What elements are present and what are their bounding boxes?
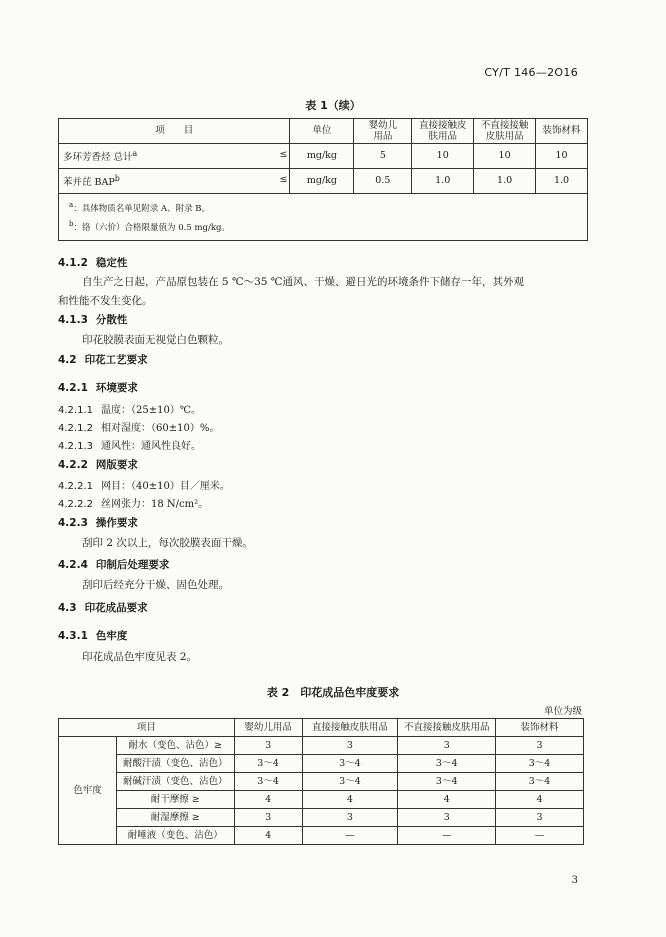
section-4-1-2-text-1: 自生产之日起，产品原包装在 5 ℃～35 ℃通风、干燥、避日光的环境条件下储存一年，其外观 [82,276,525,288]
table2-cell: 3 [496,737,584,755]
table1-header-decor: 装饰材料 [536,119,588,144]
section-4-2-heading: 4.2 印花工艺要求 [58,354,148,366]
table2-cell: 3 [302,809,398,827]
table2-cell-item: 耐干摩擦 ≥ [116,791,234,809]
table1-footnotes [59,194,588,241]
table1-cell-item: 多环芳香烃 总计$^a$ ≤ [59,144,290,169]
table1-cell-unit: mg/kg [290,144,354,169]
table1-cell: 10 [412,144,474,169]
section-4-2-3-text: 刮印 2 次以上，每次胶膜表面干燥。 [82,537,253,549]
table1-header-item: 项 目 [59,119,290,144]
section-4-2-1-heading: 4.2.1 环境要求 [58,382,138,394]
table2-group-label: 色牢度 [59,737,117,845]
section-4-1-3-heading: 4.1.3 分散性 [58,314,128,326]
table2-cell-item: 耐碱汗渍（变色、沾色） [116,773,234,791]
table1-cell: 10 [536,144,588,169]
table2-cell: 3～4 [496,755,584,773]
table2-cell-item: 耐唾液（变色、沾色） [116,827,234,845]
table1-cell: 0.5 [354,169,412,194]
table2-cell: 3～4 [398,755,496,773]
table2-cell: 3～4 [234,755,302,773]
table1-cell: 10 [474,144,536,169]
table2-header-infant: 婴幼儿用品 [234,719,302,737]
section-4-2-2-2: 4.2.2.2 丝网张力：18 N/cm²。 [58,499,209,510]
table1-cell: 1.0 [474,169,536,194]
section-4-2-1-2: 4.2.1.2 相对湿度：（60±10）%。 [58,423,220,434]
section-4-2-2-1: 4.2.2.1 网目：（40±10）目／厘米。 [58,481,230,492]
table2-unit-note: 单位为级 [543,706,582,717]
section-4-1-2-text-2: 和性能不发生变化。 [58,295,153,307]
table2-cell: 4 [234,791,302,809]
table2-header-indirect: 不直接接触皮肤用品 [398,719,496,737]
table2-cell: 3～4 [496,773,584,791]
table1-header-direct: 直接接触皮 肤用品 [412,119,474,144]
section-4-2-4-text: 刮印后经充分干燥、固色处理。 [82,579,229,591]
table2-cell: 4 [302,791,398,809]
table1-footnote-b: $^b$：铬（六价）合格限量值为 0.5 mg/kg。 [69,218,230,233]
table-row [59,773,584,791]
table2-cell: — [398,827,496,845]
table-row [59,169,588,194]
section-4-2-4-heading: 4.2.4 印制后处理要求 [58,559,170,571]
table2-cell: 3～4 [398,773,496,791]
table1-cell: 1.0 [536,169,588,194]
table1-footnote-cell [59,194,588,241]
table2-header-row [59,719,584,737]
table-row [59,144,588,169]
table2-cell: 3 [398,809,496,827]
table2-cell: 4 [398,791,496,809]
table1-cell: 5 [354,144,412,169]
section-4-2-1-1: 4.2.1.1 温度：（25±10）℃。 [58,405,202,416]
table2-cell-item: 耐酸汗渍（变色、沾色） [116,755,234,773]
table2-cell: 3～4 [234,773,302,791]
table1-caption: 表 1（续） [305,99,361,112]
table2-cell: 4 [496,791,584,809]
table2-cell: 4 [234,827,302,845]
table2-header-item: 项目 [59,719,235,737]
table1-header-unit: 单位 [290,119,354,144]
table2-cell: 3～4 [302,755,398,773]
table2-cell: 3 [398,737,496,755]
table2 [58,718,584,845]
table1-footnote-a: $^a$：具体物质名单见附录 A、附录 B。 [69,200,211,214]
table2-header-direct: 直接接触皮肤用品 [302,719,398,737]
standard-code: CY/T 146—2O16 [484,66,578,79]
section-4-1-3-text: 印花胶膜表面无视觉白色颗粒。 [82,334,229,346]
table-row [59,737,584,755]
table2-cell-item: 耐湿摩擦 ≥ [116,809,234,827]
page-number: 3 [571,875,578,886]
table2-cell: 3 [302,737,398,755]
table-row [59,827,584,845]
section-4-3-1-text: 印花成品色牢度见表 2。 [82,651,198,663]
table1-cell-unit: mg/kg [290,169,354,194]
section-4-3-heading: 4.3 印花成品要求 [58,602,148,614]
table1-header-indirect: 不直接接触 皮肤用品 [474,119,536,144]
section-4-3-1-heading: 4.3.1 色牢度 [58,630,128,642]
table2-cell: 3 [234,809,302,827]
table1-header-row [59,119,588,144]
table1 [58,118,588,241]
table1-header-infant: 婴幼儿 用品 [354,119,412,144]
table2-cell: — [302,827,398,845]
table1-cell: 1.0 [412,169,474,194]
table-row [59,791,584,809]
table2-caption: 表 2 印花成品色牢度要求 [266,686,400,699]
table1-cell-item: 苯并芘 BAP$^b$ ≤ [59,169,290,194]
table-row [59,755,584,773]
section-4-1-2-heading: 4.1.2 稳定性 [58,257,128,269]
table2-cell: — [496,827,584,845]
table2-cell: 3～4 [302,773,398,791]
table2-cell: 3 [496,809,584,827]
section-4-2-2-heading: 4.2.2 网版要求 [58,459,138,471]
table2-header-decor: 装饰材料 [496,719,584,737]
section-4-2-3-heading: 4.2.3 操作要求 [58,517,138,529]
table-row [59,809,584,827]
table2-cell: 3 [234,737,302,755]
table2-cell-item: 耐水（变色、沾色）≥ [116,737,234,755]
section-4-2-1-3: 4.2.1.3 通风性：通风性良好。 [58,441,201,452]
